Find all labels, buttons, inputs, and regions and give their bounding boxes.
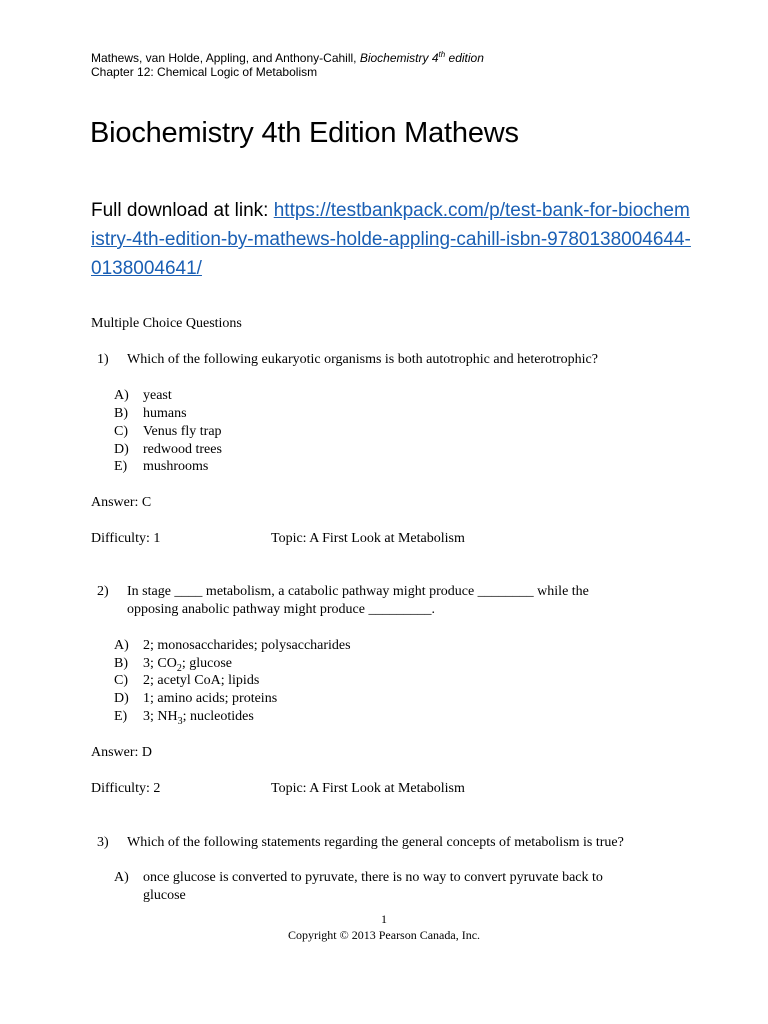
download-label: Full download at link: [91,200,274,221]
question-text-line-1: In stage ____ metabolism, a catabolic pathway might produce ________ while the [127,584,589,599]
topic-line: Topic: A First Look at Metabolism [271,781,465,796]
option-letter: C) [114,424,128,439]
option-text: mushrooms [143,459,209,474]
copyright: Copyright © 2013 Pearson Canada, Inc. [287,928,481,942]
option-letter: A) [114,388,129,403]
download-paragraph [91,196,691,283]
option-letter: B) [114,656,128,671]
option-text: redwood trees [143,442,222,457]
option-text: 1; amino acids; proteins [143,691,278,706]
option-text: 3; $NH_3$; nucleotides [143,709,254,727]
answer-line: Answer: D [91,745,153,760]
option-letter: E) [114,709,128,724]
option-letter: B) [114,406,128,421]
question-text: Which of the following eukaryotic organisms is both autotrophic and heterotrophic? [127,352,598,367]
option-letter: E) [114,459,128,474]
option-letter: A) [114,638,129,653]
question-number: 3) [97,835,109,850]
answer-line: Answer: C [91,495,152,510]
difficulty-line: Difficulty: 1 [91,531,161,546]
option-text: humans [143,406,187,421]
option-text-line-2: glucose [143,888,186,903]
section-title: Multiple Choice Questions [91,316,242,331]
topic-line: Topic: A First Look at Metabolism [271,531,465,546]
option-text: 2; monosaccharides; polysaccharides [143,638,351,653]
document-title: Biochemistry 4th Edition Mathews [90,117,519,149]
option-text: yeast [143,388,172,403]
option-letter: C) [114,673,128,688]
question-number: 1) [97,352,109,367]
header-authors: Mathews, van Holde, Appling, and Anthony-Cahill, [91,51,360,65]
option-text: 3; $CO_2$; glucose [143,656,232,674]
option-text: Venus fly trap [143,424,222,439]
question-text-line-2: opposing anabolic pathway might produce _________. [127,602,435,617]
question-text: Which of the following statements regarding the general concepts of metabolism is true? [127,835,624,850]
option-letter: A) [114,870,129,885]
option-text-line-1: once glucose is converted to pyruvate, there is no way to convert pyruvate back to [143,870,603,885]
difficulty-line: Difficulty: 2 [91,781,161,796]
download-link[interactable]: https://testbankpack.com/p/test-bank-for-biochemistry-4th-edition-by-mathews-holde-appling-cahill-isbn-9780138004644-0138004641/ [91,200,691,279]
option-letter: D) [114,442,129,457]
question-number: 2) [97,584,109,599]
chapter-header: Chapter 12: Chemical Logic of Metabolism [91,65,318,79]
page-number: 1 [381,912,387,926]
option-letter: D) [114,691,129,706]
header-book-title: Biochemistry 4th edition [359,50,484,65]
option-text: 2; acetyl CoA; lipids [143,673,260,688]
